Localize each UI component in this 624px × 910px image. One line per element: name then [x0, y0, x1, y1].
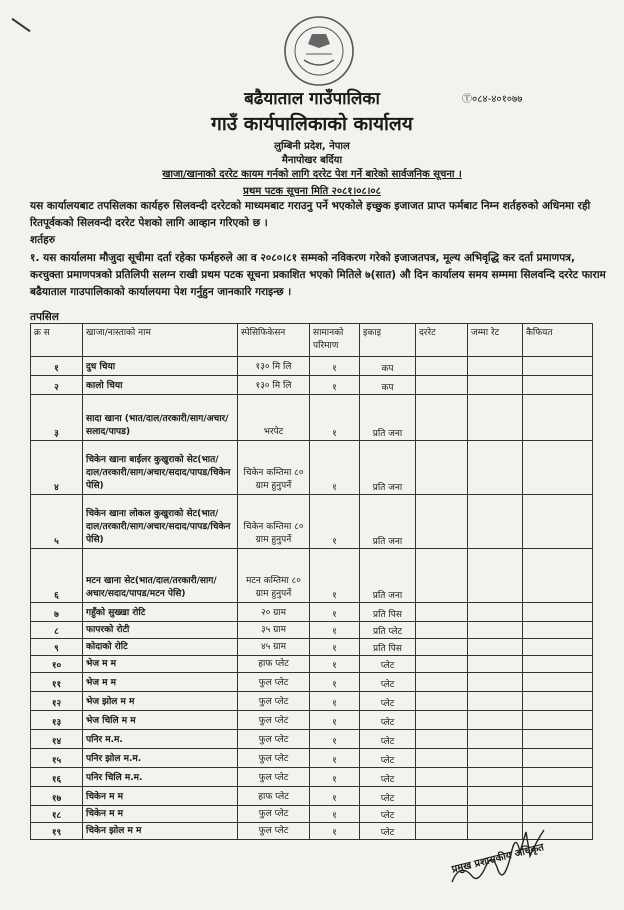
row-remarks	[523, 806, 593, 823]
row-rate	[416, 603, 468, 622]
row-spec: फुल प्लेट	[238, 673, 310, 692]
header-sn: क्र स	[31, 324, 83, 357]
row-sn: ६	[31, 549, 83, 603]
row-item-name: चिकेन खाना लोकल कुखुराको सेट(भात/दाल/तरकारी/साग/अचार/सदाद/पापड/चिकेन पेसि)	[83, 495, 238, 549]
row-item-name: फापरको रोटी	[83, 622, 238, 639]
row-sn: १६	[31, 768, 83, 787]
row-quantity: १	[310, 730, 360, 749]
details-label: तपसिल	[30, 311, 59, 323]
row-spec: चिकेन कम्तिमा ८० ग्राम हुनुपर्ने	[238, 441, 310, 495]
row-spec: फुल प्लेट	[238, 692, 310, 711]
row-item-name: कालो चिया	[83, 376, 238, 395]
row-remarks	[523, 730, 593, 749]
row-quantity: १	[310, 749, 360, 768]
row-sn: २	[31, 376, 83, 395]
row-item-name: सादा खाना (भात/दाल/तरकारी/साग/अचार/सलाद/पापड)	[83, 395, 238, 441]
pen-mark	[11, 18, 30, 32]
header-quantity: सामानको परिमाण	[310, 324, 360, 357]
location-line: मैनापोखर बर्दिया	[281, 155, 343, 166]
items-table	[30, 323, 593, 840]
condition-1: १. यस कार्यालमा मौजुदा सूचीमा दर्ता रहेका फर्महरुले आ व २०८०।८१ सम्मको नविकरण गरेको इजाजतपत्र, मूल्य अभिवृद्धि कर दर्ता प्रमाणपत्र, करचुक्ता प्रमाणपत्रको प्रतिलिपी सलग्न राखी प्रथम पटक सूचना प्रकाशित भएको मितिले ७(सात) औ दिन कार्यालय समय सम्ममा सिलवन्दि दररेट फाराम बढैयाताल गाउपालिकाको कार्यालयमा पेश गर्नुहुन जानकारि गराइन्छ ।	[30, 252, 606, 298]
row-rate	[416, 730, 468, 749]
row-total-rate	[468, 603, 523, 622]
row-total-rate	[468, 495, 523, 549]
row-unit: प्रति जना	[360, 495, 416, 549]
row-unit: प्लेट	[360, 656, 416, 673]
row-item-name: चिकेन झोल म म	[83, 823, 238, 840]
row-rate	[416, 749, 468, 768]
row-quantity: १	[310, 823, 360, 840]
office-seal-icon	[282, 14, 356, 88]
row-total-rate	[468, 656, 523, 673]
row-unit: प्लेट	[360, 673, 416, 692]
row-rate	[416, 495, 468, 549]
row-unit: प्लेट	[360, 711, 416, 730]
row-rate	[416, 549, 468, 603]
row-quantity: १	[310, 357, 360, 376]
row-total-rate	[468, 768, 523, 787]
row-item-name: गहुँको सुख्खा रोटि	[83, 603, 238, 622]
row-total-rate	[468, 806, 523, 823]
notice-title: खाजा/खानाको दररेट कायम गर्नको लागि दररेट पेश गर्ने बारेको सार्वजनिक सूचना ।	[162, 169, 462, 180]
table-row	[31, 806, 593, 823]
table-header-row	[31, 324, 593, 357]
table-row	[31, 787, 593, 806]
row-rate	[416, 787, 468, 806]
items-table-body	[31, 357, 593, 840]
row-remarks	[523, 495, 593, 549]
row-spec: फुल प्लेट	[238, 806, 310, 823]
row-remarks	[523, 603, 593, 622]
phone-number: Ⓣ०८४-४०१०७७	[462, 94, 523, 105]
row-sn: ११	[31, 673, 83, 692]
table-row	[31, 549, 593, 603]
row-unit: प्लेट	[360, 806, 416, 823]
row-unit: प्रति पिस	[360, 603, 416, 622]
row-quantity: १	[310, 622, 360, 639]
table-row	[31, 441, 593, 495]
row-total-rate	[468, 549, 523, 603]
province-line: लुम्बिनी प्रदेश, नेपाल	[274, 141, 350, 152]
row-remarks	[523, 787, 593, 806]
row-spec: हाफ प्लेट	[238, 656, 310, 673]
row-quantity: १	[310, 806, 360, 823]
row-sn: १५	[31, 749, 83, 768]
row-sn: १०	[31, 656, 83, 673]
row-quantity: १	[310, 441, 360, 495]
row-sn: १४	[31, 730, 83, 749]
row-item-name: मटन खाना सेट(भात/दाल/तरकारी/साग/अचार/सदाद/पापड/मटन पेसि)	[83, 549, 238, 603]
row-quantity: १	[310, 768, 360, 787]
row-total-rate	[468, 395, 523, 441]
row-quantity: १	[310, 787, 360, 806]
row-quantity: १	[310, 495, 360, 549]
row-item-name: पनिर चिलि म.म.	[83, 768, 238, 787]
table-row	[31, 603, 593, 622]
row-unit: प्लेट	[360, 823, 416, 840]
row-unit: कप	[360, 357, 416, 376]
row-quantity: १	[310, 395, 360, 441]
row-unit: प्लेट	[360, 730, 416, 749]
row-rate	[416, 692, 468, 711]
row-quantity: १	[310, 603, 360, 622]
row-remarks	[523, 549, 593, 603]
table-row	[31, 711, 593, 730]
header-remarks: कैफियत	[523, 324, 593, 357]
row-total-rate	[468, 357, 523, 376]
row-spec: चिकेन कम्तिमा ८० ग्राम हुनुपर्ने	[238, 495, 310, 549]
row-quantity: १	[310, 673, 360, 692]
row-item-name: भेज म म	[83, 673, 238, 692]
row-spec: फुल प्लेट	[238, 823, 310, 840]
row-item-name: चिकेन म म	[83, 787, 238, 806]
row-item-name: चिकेन म म	[83, 806, 238, 823]
row-sn: १३	[31, 711, 83, 730]
row-quantity: १	[310, 692, 360, 711]
row-remarks	[523, 692, 593, 711]
table-row	[31, 495, 593, 549]
row-rate	[416, 376, 468, 395]
row-remarks	[523, 376, 593, 395]
row-remarks	[523, 441, 593, 495]
row-remarks	[523, 357, 593, 376]
row-spec: फुल प्लेट	[238, 768, 310, 787]
row-spec: फुल प्लेट	[238, 711, 310, 730]
row-unit: प्लेट	[360, 749, 416, 768]
table-row	[31, 749, 593, 768]
row-rate	[416, 639, 468, 656]
row-spec: १३० मि लि	[238, 357, 310, 376]
row-total-rate	[468, 376, 523, 395]
row-remarks	[523, 711, 593, 730]
row-item-name: भेज चिलि म म	[83, 711, 238, 730]
row-unit: प्लेट	[360, 768, 416, 787]
row-rate	[416, 395, 468, 441]
row-quantity: १	[310, 656, 360, 673]
row-remarks	[523, 656, 593, 673]
table-row	[31, 395, 593, 441]
header-unit: इकाइ	[360, 324, 416, 357]
row-total-rate	[468, 441, 523, 495]
row-remarks	[523, 639, 593, 656]
row-sn: १७	[31, 787, 83, 806]
row-spec: मटन कम्तिमा ८० ग्राम हुनुपर्ने	[238, 549, 310, 603]
row-spec: फुल प्लेट	[238, 730, 310, 749]
table-row	[31, 376, 593, 395]
row-total-rate	[468, 692, 523, 711]
row-sn: १	[31, 357, 83, 376]
row-unit: प्लेट	[360, 787, 416, 806]
row-remarks	[523, 395, 593, 441]
row-item-name: पनिर म.म.	[83, 730, 238, 749]
office-name: गाउँ कार्यपालिकाको कार्यालय	[211, 113, 413, 135]
row-rate	[416, 673, 468, 692]
row-item-name: कोदाको रोटि	[83, 639, 238, 656]
table-row	[31, 768, 593, 787]
header-rate: दररेट	[416, 324, 468, 357]
notice-date: प्रथम पटक सूचना मिति २०८१।०८।०८	[243, 186, 381, 197]
row-unit: प्रति पिस	[360, 639, 416, 656]
row-sn: १९	[31, 823, 83, 840]
table-row	[31, 692, 593, 711]
row-rate	[416, 357, 468, 376]
row-item-name: दुध चिया	[83, 357, 238, 376]
table-row	[31, 357, 593, 376]
row-total-rate	[468, 639, 523, 656]
row-rate	[416, 768, 468, 787]
row-total-rate	[468, 622, 523, 639]
row-unit: प्रति जना	[360, 395, 416, 441]
table-row	[31, 673, 593, 692]
row-spec: ३५ ग्राम	[238, 622, 310, 639]
row-rate	[416, 622, 468, 639]
row-sn: ४	[31, 441, 83, 495]
table-row	[31, 622, 593, 639]
header-item-name: खाजा/नास्ताको नाम	[83, 324, 238, 357]
row-item-name: चिकेन खाना बाईलर कुखुराको सेट(भात/दाल/तरकारी/साग/अचार/सदाद/पापड/चिकेन पेसि)	[83, 441, 238, 495]
conditions-label: शर्तहरु	[30, 234, 55, 246]
row-item-name: भेज म म	[83, 656, 238, 673]
row-total-rate	[468, 787, 523, 806]
row-sn: १८	[31, 806, 83, 823]
row-rate	[416, 711, 468, 730]
row-spec: फुल प्लेट	[238, 749, 310, 768]
table-row	[31, 639, 593, 656]
header-total-rate: जम्मा रेट	[468, 324, 523, 357]
table-row	[31, 656, 593, 673]
signature-title: प्रमुख प्रशासकीय अधिकृत	[450, 842, 546, 876]
intro-paragraph: यस कार्यालयबाट तपसिलका कार्यहरु सिलवन्दी दररेटको माध्यमबाट गराउनु पर्ने भएकोले इच्छुक इजाजत प्राप्त फर्मबाट निम्न शर्तहरुको अधिनमा रही रितपूर्वकको सिलवन्दी दररेट पेशको लागि आव्हान गरिएको छ ।	[30, 200, 591, 229]
row-remarks	[523, 622, 593, 639]
row-remarks	[523, 673, 593, 692]
row-total-rate	[468, 749, 523, 768]
row-unit: प्रति प्लेट	[360, 622, 416, 639]
table-row	[31, 730, 593, 749]
row-spec: २० ग्राम	[238, 603, 310, 622]
row-remarks	[523, 768, 593, 787]
row-rate	[416, 806, 468, 823]
row-quantity: १	[310, 376, 360, 395]
row-sn: १२	[31, 692, 83, 711]
municipality-name: बढैयाताल गाउँपालिका	[244, 89, 380, 109]
row-item-name: भेज झोल म म	[83, 692, 238, 711]
row-unit: कप	[360, 376, 416, 395]
row-quantity: १	[310, 639, 360, 656]
row-rate	[416, 656, 468, 673]
row-quantity: १	[310, 711, 360, 730]
row-sn: ८	[31, 622, 83, 639]
row-sn: ७	[31, 603, 83, 622]
row-unit: प्लेट	[360, 692, 416, 711]
row-sn: ३	[31, 395, 83, 441]
row-remarks	[523, 749, 593, 768]
row-sn: ९	[31, 639, 83, 656]
row-rate	[416, 441, 468, 495]
row-unit: प्रति जना	[360, 441, 416, 495]
row-spec: १३० मि लि	[238, 376, 310, 395]
row-spec: हाफ प्लेट	[238, 787, 310, 806]
row-spec: भरपेट	[238, 395, 310, 441]
row-unit: प्रति जना	[360, 549, 416, 603]
row-total-rate	[468, 730, 523, 749]
row-item-name: पनिर झोल म.म.	[83, 749, 238, 768]
row-sn: ५	[31, 495, 83, 549]
row-quantity: १	[310, 549, 360, 603]
header-spec: स्पेसिफिकेसन	[238, 324, 310, 357]
row-total-rate	[468, 711, 523, 730]
row-total-rate	[468, 673, 523, 692]
row-spec: ४५ ग्राम	[238, 639, 310, 656]
